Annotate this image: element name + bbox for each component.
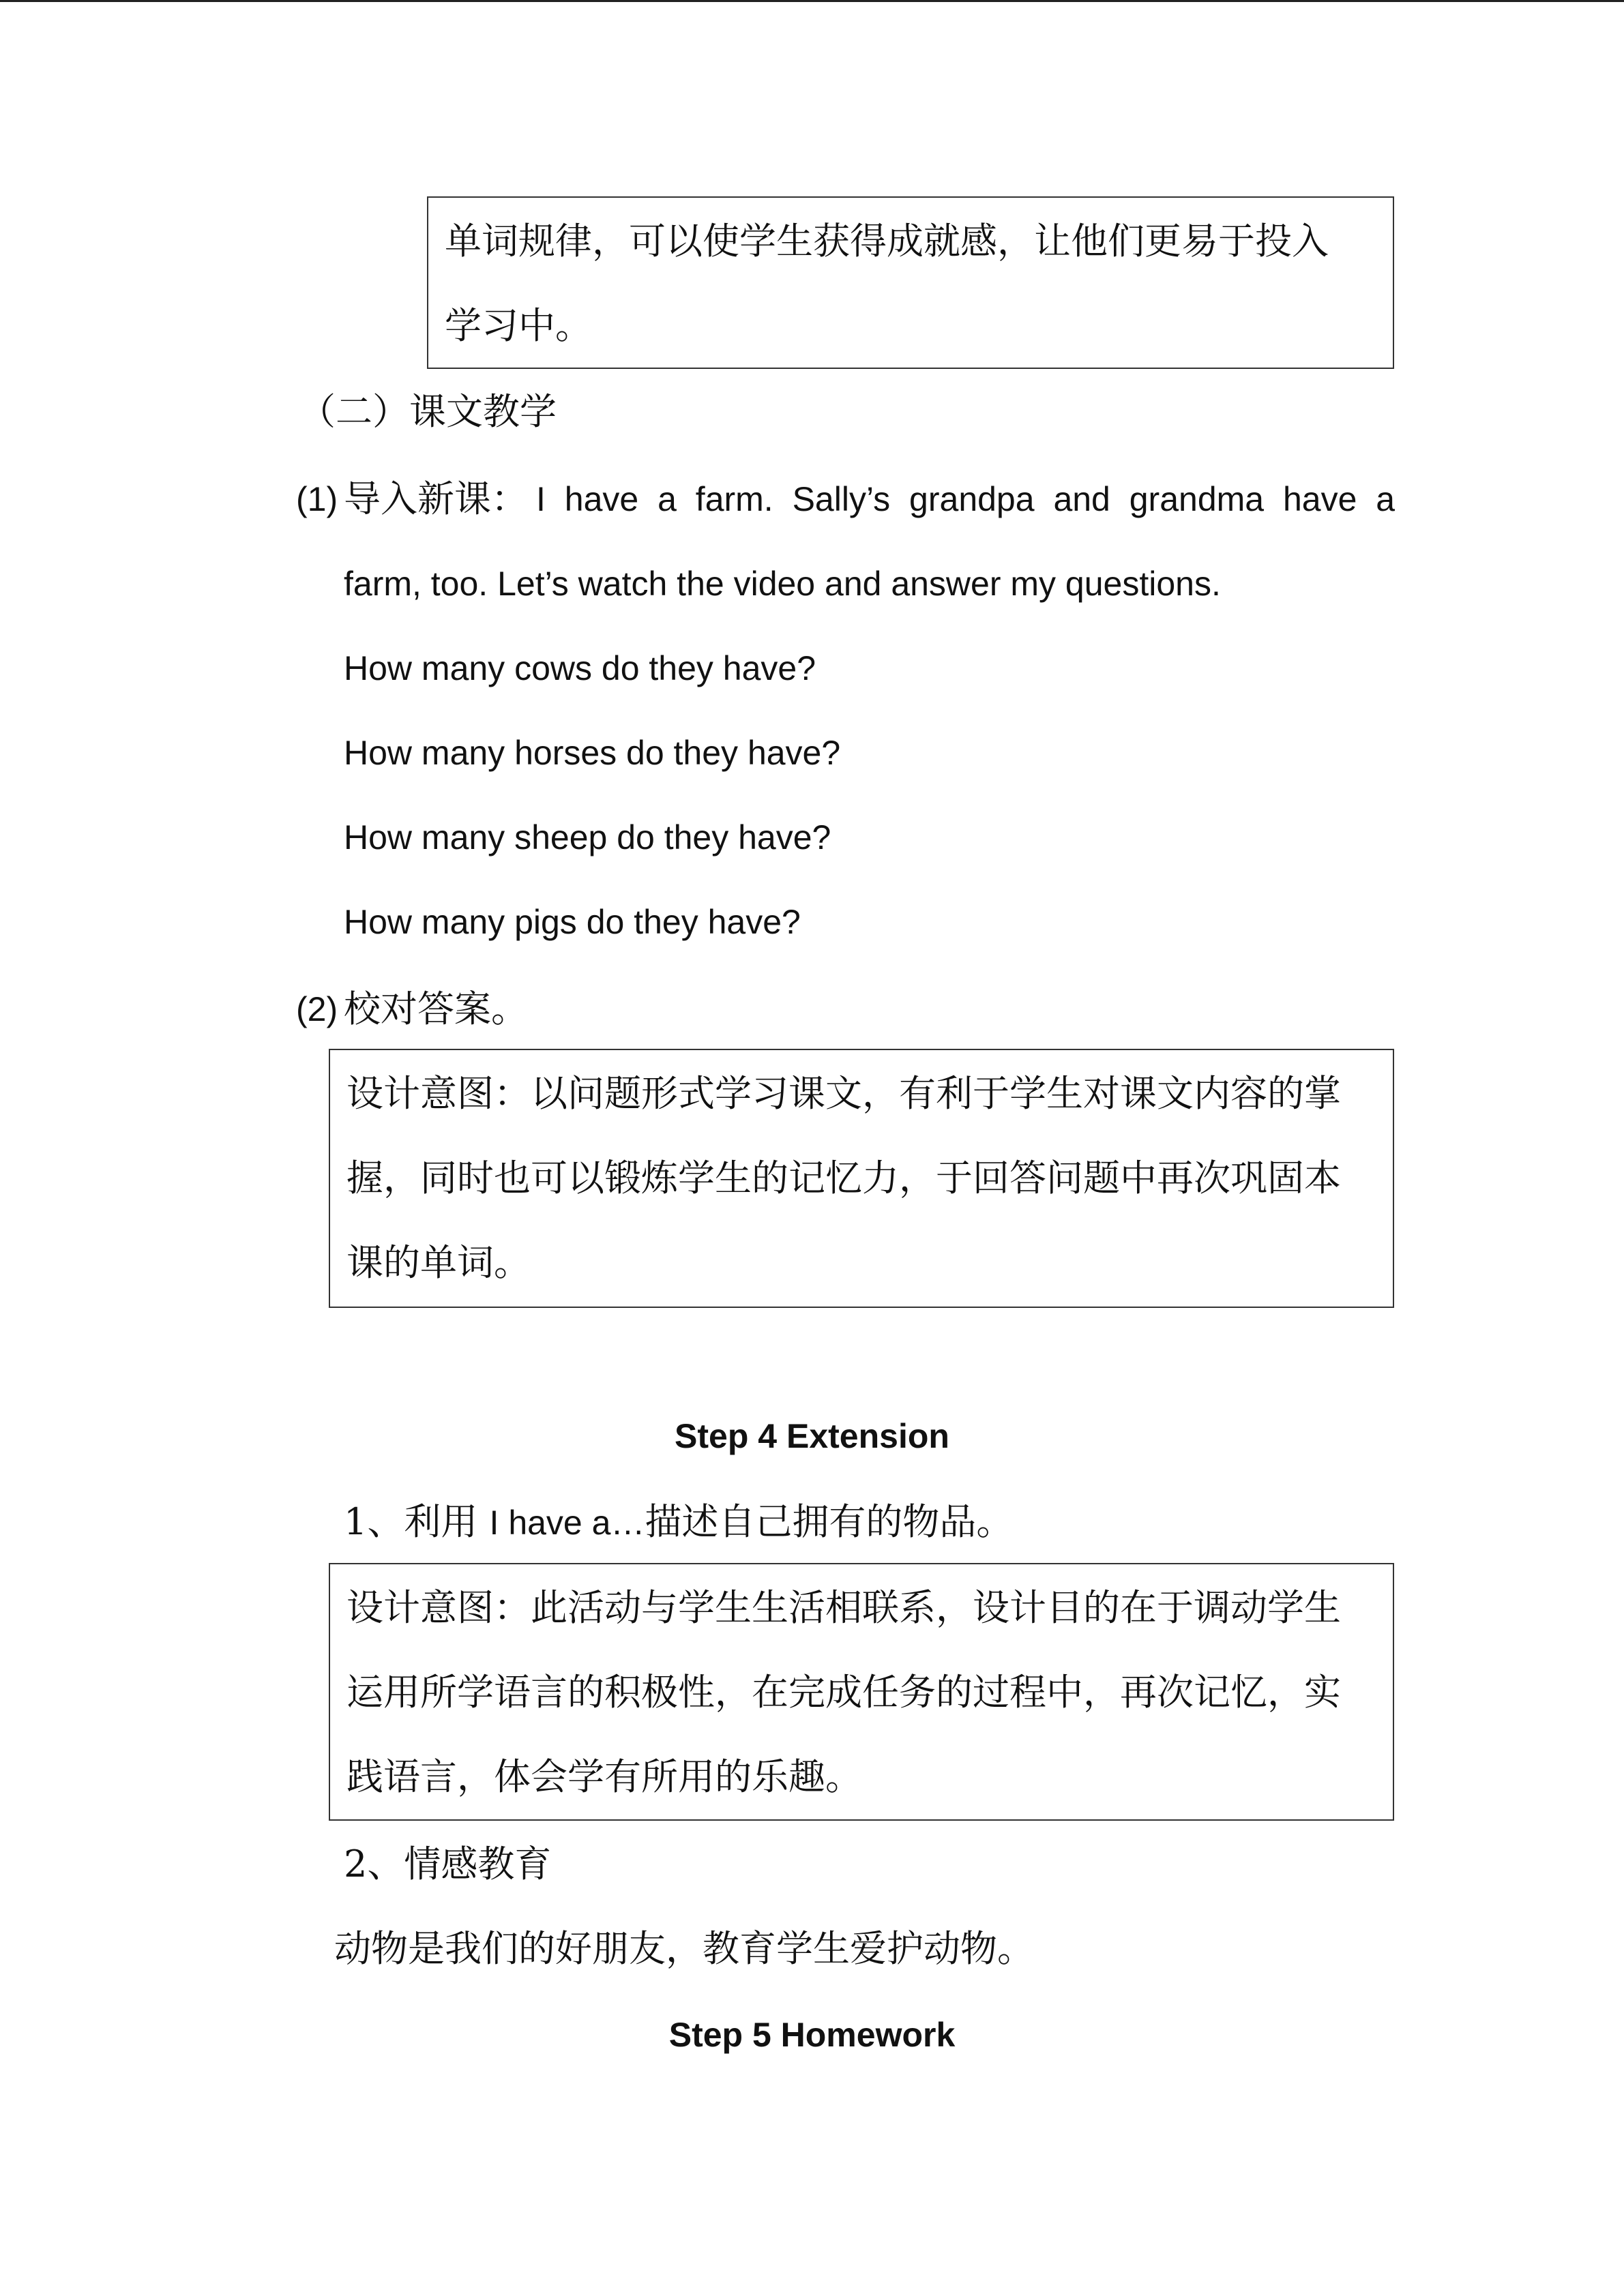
question-4: How many pigs do they have? [344,903,801,941]
item1-cn: 导入新课： [344,477,528,520]
ext1-prefix: 1、利用 [344,1500,490,1543]
box3-line-1: 设计意图：此活动与学生生活相联系，设计目的在于调动学生 [346,1586,1341,1629]
extension-item-2-text: 动物是我们的好朋友，教育学生爱护动物。 [334,1927,1034,1970]
box2-line-1: 设计意图：以问题形式学习课文，有利于学生对课文内容的掌 [346,1072,1341,1115]
question-2: How many horses do they have? [344,734,841,772]
box2-line-3: 课的单词。 [346,1241,531,1284]
ext1-suffix: 描述自己拥有的物品。 [645,1500,1014,1543]
question-1: How many cows do they have? [344,649,816,687]
step5-heading: Step 5 Homework [668,2016,956,2054]
page-top-border [0,0,1624,2]
box3-line-2: 运用所学语言的积极性，在完成任务的过程中，再次记忆，实 [346,1671,1341,1714]
box2-line-2: 握，同时也可以锻炼学生的记忆力，于回答问题中再次巩固本 [346,1157,1341,1199]
item2-text: 校对答案。 [344,987,528,1030]
extension-item-2: 2、情感教育 [344,1843,552,1885]
box3-line-3: 践语言，体会学有所用的乐趣。 [346,1755,862,1798]
item1-en-line2: farm, too. Let’s watch the video and answer my questions. [344,565,1221,603]
question-3: How many sheep do they have? [344,818,831,856]
design-intent-box-3 [329,1563,1394,1821]
design-intent-box-2 [329,1049,1394,1308]
item2-number: (2) [296,990,338,1028]
item1-number: (1) [296,480,338,518]
box1-line-2: 学习中。 [445,304,592,347]
design-intent-box-1 [427,196,1394,369]
ext1-en: I have a… [489,1504,645,1542]
section-heading: （二）课文教学 [299,390,557,433]
step4-heading: Step 4 Extension [675,1417,949,1455]
item1-en-line1: I have a farm. Sally’s grandpa and grandma have a [536,480,1396,518]
extension-item-1 [344,1497,1013,1547]
box1-line-1: 单词规律，可以使学生获得成就感，让他们更易于投入 [445,220,1329,263]
